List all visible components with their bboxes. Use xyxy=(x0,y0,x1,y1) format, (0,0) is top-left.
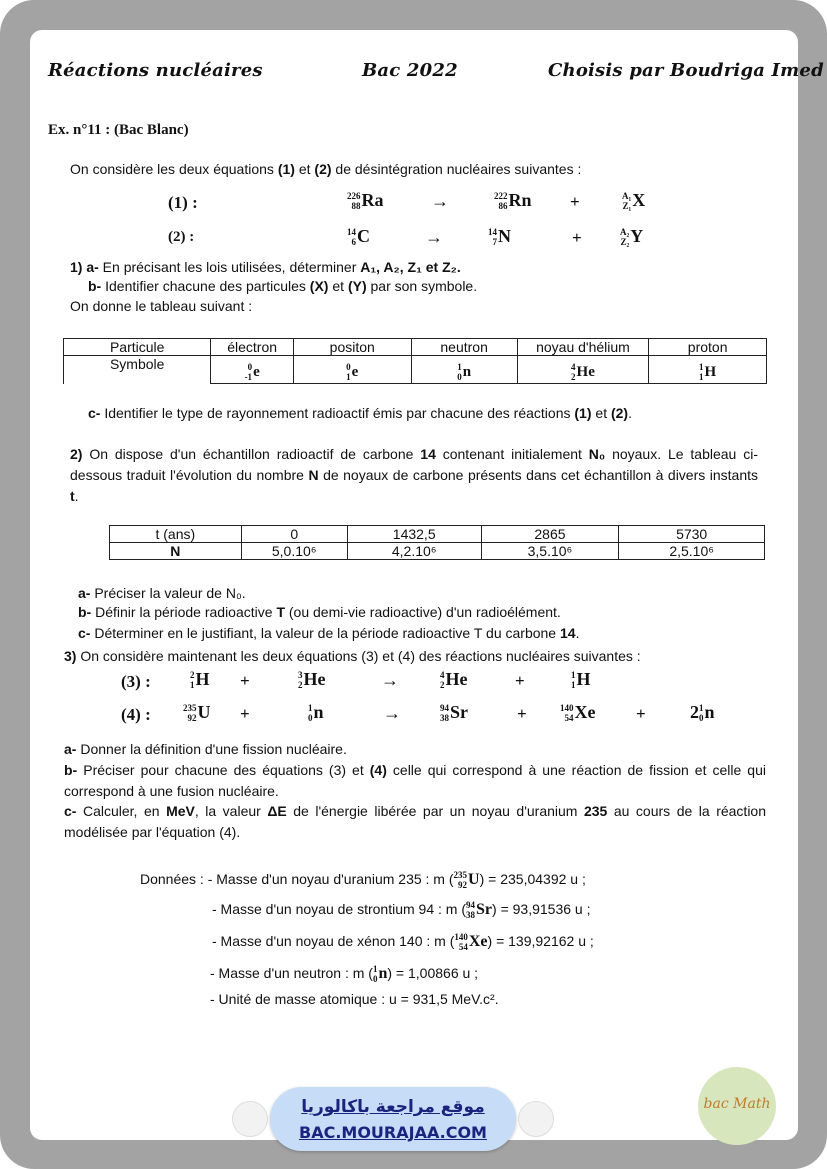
nuclide-helium-4: 4 2 He xyxy=(440,669,468,690)
equation-3-label: (3) : xyxy=(121,672,151,691)
arrow-icon: → xyxy=(425,227,443,247)
table-header: noyau d'hélium xyxy=(517,339,649,356)
table-header: Particule xyxy=(64,339,211,356)
arrow-icon: → xyxy=(431,191,449,211)
table-header: neutron xyxy=(411,339,517,356)
nuclide-deuterium: 2 1 H xyxy=(190,669,210,690)
plus-sign: + xyxy=(240,704,250,723)
table-cell: 5730 xyxy=(619,526,765,543)
symbol-cell: 1 0 n xyxy=(411,356,517,384)
table-cell: 5,0.10⁶ xyxy=(241,543,347,560)
intro-text: On considère les deux équations (1) et (2) de désintégration nucléaires suivantes : xyxy=(70,161,582,177)
table-cell: 2865 xyxy=(481,526,619,543)
table-cell: 1432,5 xyxy=(347,526,481,543)
symbol-cell: 1 1 H xyxy=(649,356,767,384)
question-3b: b- Préciser pour chacune des équations (3) et (4) celle qui correspond à une réaction de fission et celle qui correspond à une fusion nucléaire. xyxy=(64,762,766,799)
table-cell: 4,2.10⁶ xyxy=(347,543,481,560)
symbol-cell: 0 1 e xyxy=(293,356,411,384)
table-header: électron xyxy=(211,339,293,356)
header-exam: Bac 2022 xyxy=(362,60,458,81)
nuclide-radon: 222 86 Rn xyxy=(494,190,532,211)
decay-table xyxy=(109,525,765,560)
arrow-icon: → xyxy=(383,703,401,723)
site-logo-icon xyxy=(518,1101,554,1137)
nuclide-carbon: 14 6 C xyxy=(347,226,370,247)
table-1-intro: On donne le tableau suivant : xyxy=(70,298,253,314)
header-author: Choisis par Boudriga Imed xyxy=(548,60,824,81)
nuclide-neutron: 1 0 n xyxy=(308,702,324,723)
plus-sign: + xyxy=(240,671,250,690)
question-2c: c- Déterminer en le justifiant, la valeur de la période radioactive T du carbone 14. xyxy=(78,625,580,641)
question-3c: c- Calculer, en MeV, la valeur ΔE de l'énergie libérée par un noyau d'uranium 235 au cours de la réaction modélisée par l'équation (4). xyxy=(64,803,766,840)
question-1a: 1) a- En précisant les lois utilisées, déterminer A₁, A₂, Z₁ et Z₂. xyxy=(70,259,461,275)
equation-2-label: (2) : xyxy=(168,229,195,245)
particle-table xyxy=(63,338,767,384)
nuclide-nitrogen: 14 7 N xyxy=(488,226,511,247)
question-1c: c- Identifier le type de rayonnement radioactif émis par chacune des réactions (1) et (2). xyxy=(88,405,632,421)
nuclide-radium: 226 88 Ra xyxy=(347,190,384,211)
plus-sign: + xyxy=(517,704,527,723)
nuclide-uranium: 235 92 U xyxy=(183,702,211,723)
nuclide-helium-3: 3 2 He xyxy=(298,669,326,690)
data-line-1: Données : - Masse d'un noyau d'uranium 235 : m ( 235 92 U ) = 235,04392 u ; xyxy=(140,870,586,891)
nuclide-xenon: 140 54 Xe xyxy=(560,702,596,723)
data-line-4: - Masse d'un neutron : m ( 1 0 n ) = 1,00866 u ; xyxy=(210,964,479,985)
table-row-label: t (ans) xyxy=(110,526,242,543)
nuclide-strontium: 94 38 Sr xyxy=(440,702,468,723)
site-logo-icon xyxy=(232,1101,268,1137)
symbol-cell: 0 -1 e xyxy=(211,356,293,384)
plus-sign: + xyxy=(572,228,582,247)
equation-1-label: (1) : xyxy=(168,193,198,212)
table-row-label: Symbole xyxy=(64,356,211,384)
table-cell: 3,5.10⁶ xyxy=(481,543,619,560)
plus-sign: + xyxy=(515,671,525,690)
equation-4-label: (4) : xyxy=(121,705,151,724)
plus-sign: + xyxy=(636,704,646,723)
question-2a: a- Préciser la valeur de N₀. xyxy=(78,585,246,601)
site-url[interactable]: BAC.MOURAJAA.COM xyxy=(299,1123,487,1142)
site-banner[interactable] xyxy=(270,1087,516,1151)
table-cell: 2,5.10⁶ xyxy=(619,543,765,560)
question-1b: b- Identifier chacune des particules (X) et (Y) par son symbole. xyxy=(88,278,478,294)
site-name-arabic: موقع مراجعة باكالوريا xyxy=(301,1097,485,1117)
nuclide-x: A₁ Z₁ X xyxy=(622,190,646,211)
question-3-intro: 3) On considère maintenant les deux équations (3) et (4) des réactions nucléaires suivantes : xyxy=(64,648,641,664)
question-2b: b- Définir la période radioactive T (ou demi-vie radioactive) d'un radioélément. xyxy=(78,604,561,620)
data-line-3: - Masse d'un noyau de xénon 140 : m ( 140 54 Xe ) = 139,92162 u ; xyxy=(212,932,594,953)
header-topic: Réactions nucléaires xyxy=(48,60,263,81)
symbol-cell: 4 2 He xyxy=(517,356,649,384)
question-3a: a- Donner la définition d'une fission nucléaire. xyxy=(64,741,347,757)
table-header: positon xyxy=(293,339,411,356)
data-line-5: - Unité de masse atomique : u = 931,5 MeV.c². xyxy=(210,991,499,1007)
table-row-label: N xyxy=(110,543,242,560)
table-cell: 0 xyxy=(241,526,347,543)
plus-sign: + xyxy=(570,192,580,211)
bacmath-badge-label: bac Math xyxy=(703,1096,771,1112)
exercise-title: Ex. n°11 : (Bac Blanc) xyxy=(48,122,189,138)
data-line-2: - Masse d'un noyau de strontium 94 : m ( 94 38 Sr ) = 93,91536 u ; xyxy=(212,900,591,921)
nuclide-neutron-products: 2 1 0 n xyxy=(690,702,715,723)
arrow-icon: → xyxy=(381,670,399,690)
nuclide-proton: 1 1 H xyxy=(571,669,591,690)
question-2-intro: 2) On dispose d'un échantillon radioactif de carbone 14 contenant initialement N₀ noyaux. Le tableau ci-dessous traduit l'évolution du nombre N de noyaux de carbone présents dans cet échantillon à divers instants t. xyxy=(70,446,759,504)
table-header: proton xyxy=(649,339,767,356)
nuclide-y: A₂ Z₂ Y xyxy=(620,226,644,247)
